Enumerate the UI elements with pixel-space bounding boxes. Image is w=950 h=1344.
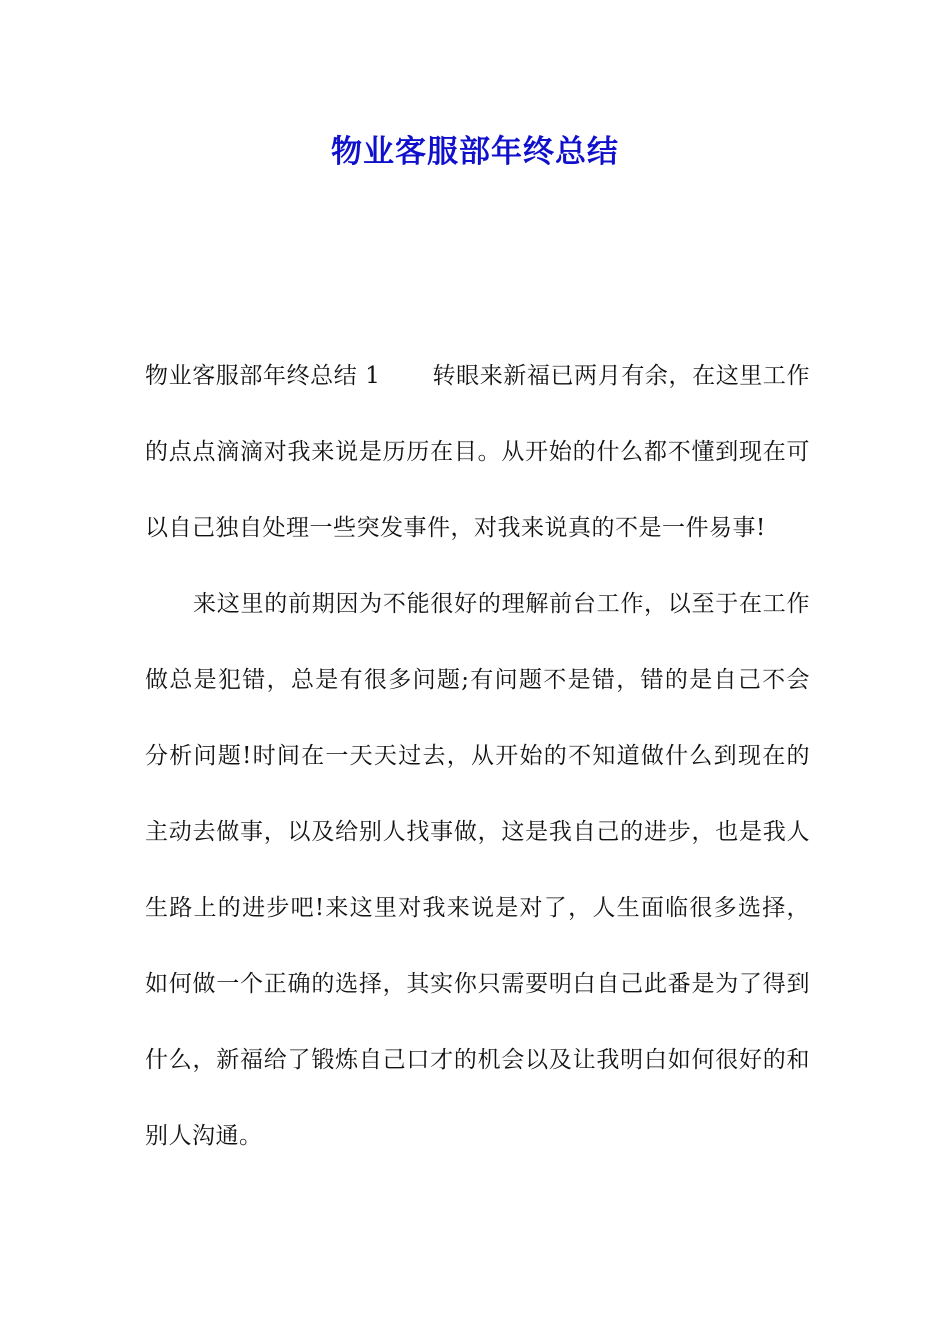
section-heading: 物业客服部年终总结 1 — [145, 363, 381, 389]
paragraph-1 — [145, 338, 810, 566]
paragraph-2-text: 来这里的前期因为不能很好的理解前台工作，以至于在工作做总是犯错，总是有很多问题;有问题不是错，错的是自己不会分析问题!时间在一天天过去，从开始的不知道做什么到现在的主动去做事，以及给别人找事做，这是我自己的进步，也是我人生路上的进步吧!来这里对我来说是对了，人生面临很多选择，如何做一个正确的选择，其实你只需要明白自己此番是为了得到什么，新福给了锻炼自己口才的机会以及让我明白如何很好的和别人沟通。 — [145, 591, 810, 1149]
document-title: 物业客服部年终总结 — [331, 134, 619, 170]
paragraph-1-text: 转眼来新福已两月有余，在这里工作的点点滴滴对我来说是历历在目。从开始的什么都不懂到现在可以自己独自处理一些突发事件，对我来说真的不是一件易事! — [145, 363, 811, 541]
paragraph-2 — [145, 566, 810, 1174]
document-body — [145, 338, 810, 1174]
